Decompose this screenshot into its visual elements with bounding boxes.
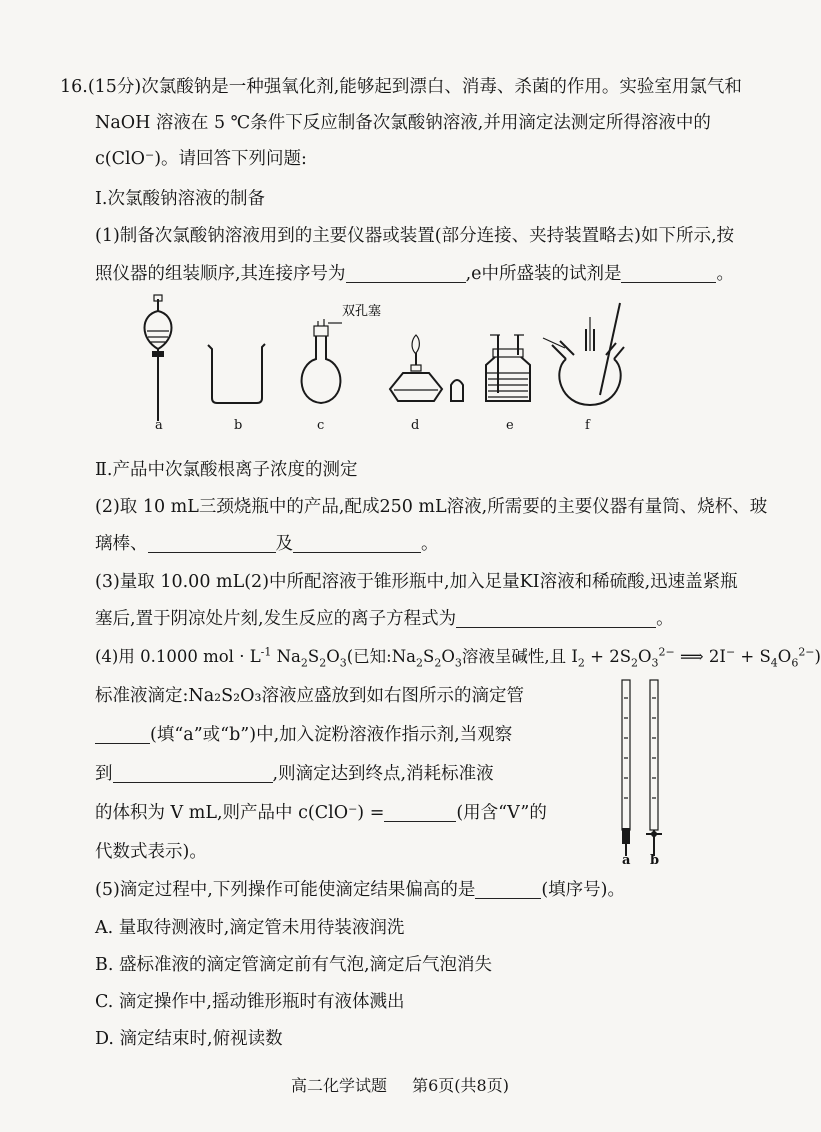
stopper-label: 双孔塞 [342,303,382,318]
q4-line-3: (填“a”或“b”)中,加入淀粉溶液作指示剂,当观察 [95,723,512,747]
answer-blank-reagent-e[interactable] [621,264,716,283]
burette-a-icon [622,680,630,856]
q1-line-2: 照仪器的组装顺序,其连接序号为 ,e中所盛装的试剂是 。 [95,264,734,284]
apparatus-label-f: f [585,418,590,433]
q2-line-2: 璃棒、 及 。 [95,534,439,554]
page-footer [0,1073,800,1096]
answer-blank-endpoint[interactable] [113,764,273,783]
alcohol-lamp-icon [390,335,463,401]
answer-blank-ionic-equation[interactable] [456,609,656,628]
question-16-line-3: c(ClO⁻)。请回答下列问题: [95,149,307,169]
apparatus-label-a: a [155,418,163,433]
option-c: C. 滴定操作中,摇动锥形瓶时有液体溅出 [95,992,405,1012]
answer-blank-instrument-2[interactable] [293,534,421,553]
burette-label-b: b [650,853,660,868]
q2-line-1: (2)取 10 mL三颈烧瓶中的产品,配成250 mL溶液,所需要的主要仪器有量筒、烧杯、玻 [95,497,768,517]
burettes-figure [605,678,680,868]
answer-blank-option[interactable] [475,880,541,899]
burette-label-a: a [622,853,631,868]
footer-subject: 高二化学试题 [291,1076,388,1095]
option-d: D. 滴定结束时,俯视读数 [95,1029,283,1049]
option-a: A. 量取待测液时,滴定管未用待装液润洗 [95,918,405,938]
q5-line-1: (5)滴定过程中,下列操作可能使滴定结果偏高的是 (填序号)。 [95,880,626,900]
apparatus-label-e: e [506,418,514,433]
q3-line-2: 塞后,置于阴凉处片刻,发生反应的离子方程式为 。 [95,609,674,629]
footer-page-number: 第6页(共8页) [412,1076,509,1095]
q4-line-1: (4)用 0.1000 mol · $L^{-1}$ $Na_2S_2O_3$(已知$:Na_2S_2O_3$溶液呈碱性,且 $I_2 + 2S_2O_3^{2-}$ ⟹ $2I^- + S_4O_6^{2-}$) [95,645,821,670]
q1-line-1: (1)制备次氯酸钠溶液用到的主要仪器或装置(部分连接、夹持装置略去)如下所示,按 [95,226,735,246]
part-2-heading: Ⅱ.产品中次氯酸根离子浓度的测定 [95,460,358,480]
question-16-line-1: 16.(15分)次氯酸钠是一种强氧化剂,能够起到漂白、消毒、杀菌的作用。实验室用氯气和 [60,77,742,97]
apparatus-figure [120,293,660,443]
part-1-heading: Ⅰ.次氯酸钠溶液的制备 [95,189,265,209]
question-16-line-2: NaOH 溶液在 5 ℃条件下反应制备次氯酸钠溶液,并用滴定法测定所得溶液中的 [95,113,711,133]
round-bottom-flask-icon [302,319,342,403]
answer-blank-instrument-1[interactable] [148,534,276,553]
q4-line-4: 到 ,则滴定达到终点,消耗标准液 [95,764,494,784]
answer-blank-connection-order[interactable] [346,264,466,283]
burette-b-icon [646,680,662,856]
q3-line-1: (3)量取 10.00 mL(2)中所配溶液于锥形瓶中,加入足量KI溶液和稀硫酸,迅速盖紧瓶 [95,572,738,592]
three-neck-flask-icon [543,303,624,405]
q4-line-2: 标准液滴定:Na₂S₂O₃溶液应盛放到如右图所示的滴定管 [95,686,525,706]
option-b: B. 盛标准液的滴定管滴定前有气泡,滴定后气泡消失 [95,955,493,975]
q4-line-5: 的体积为 V mL,则产品中 c(ClO⁻) = (用含“V”的 [95,803,547,823]
apparatus-label-b: b [234,418,243,433]
answer-blank-burette[interactable] [95,725,150,744]
separatory-funnel-icon [145,295,172,421]
apparatus-label-c: c [317,418,325,433]
q4-line-6: 代数式表示)。 [95,842,207,862]
apparatus-label-d: d [411,418,420,433]
gas-washing-bottle-icon [486,335,530,401]
beaker-icon [208,344,265,403]
answer-blank-concentration[interactable] [384,803,456,822]
